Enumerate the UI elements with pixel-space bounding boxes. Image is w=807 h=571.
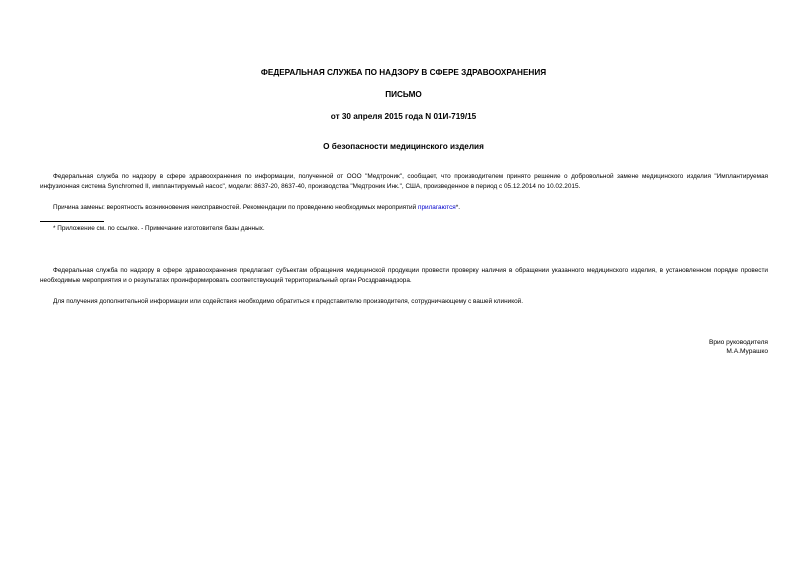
paragraph-2 xyxy=(40,203,768,213)
document-date-number: от 30 апреля 2015 года N 01И-719/15 xyxy=(330,112,477,121)
attachment-link[interactable]: прилагаются xyxy=(417,204,456,211)
paragraph-3: Федеральная служба по надзору в сфере здравоохранения предлагает субъектам обращения медицинской продукции провести проверку наличия в обращении указанного медицинского изделия, в установленном порядке провести необходимые мероприятия и о результатах проинформировать соответствующий территориальный орган Росздравнадзора. xyxy=(40,267,768,284)
document-type: ПИСЬМО xyxy=(385,90,422,99)
agency-title: ФЕДЕРАЛЬНАЯ СЛУЖБА ПО НАДЗОРУ В СФЕРЕ ЗДРАВООХРАНЕНИЯ xyxy=(260,68,547,77)
footnote-divider xyxy=(40,221,104,222)
signature-position: Врио руководителя xyxy=(708,339,768,346)
footnote: * Приложение см. по ссылке. - Примечание изготовителя базы данных. xyxy=(53,225,265,232)
paragraph-1: Федеральная служба по надзору в сфере здравоохранения по информации, полученной от ООО "Медтроник", сообщает, что производителем принято решение о добровольной замене медицинского изделия "Имплантируемая инфузионная система Synchromed II, имплантируемый насос", модели: 8637-20, 8637-40, производства "Медтроник Инк.", США, произведенное в период с 05.12.2014 по 10.02.2015. xyxy=(40,173,768,190)
signature-name: М.А.Мурашко xyxy=(726,348,768,355)
paragraph-2-text: Причина замены: вероятность возникновения неисправностей. Рекомендации по проведению необходимых мероприятий xyxy=(53,204,418,211)
document-subject: О безопасности медицинского изделия xyxy=(323,142,484,151)
paragraph-2-suffix: *. xyxy=(455,204,461,211)
paragraph-4: Для получения дополнительной информации или содействия необходимо обратиться к представителю производителя, сотрудничающему с вашей клиникой. xyxy=(53,298,523,305)
